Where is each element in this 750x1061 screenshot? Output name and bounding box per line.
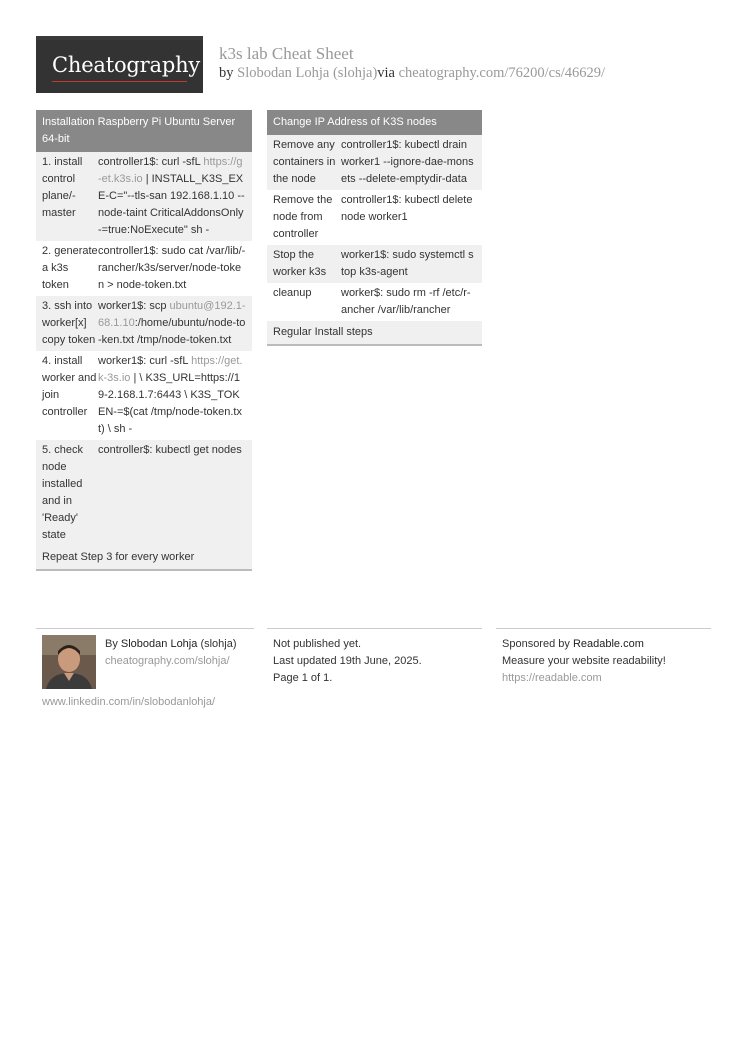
footer-divider-3 (496, 628, 711, 629)
installation-command (98, 154, 246, 239)
footer-by: By (105, 638, 118, 650)
change-ip-footer-text: Regular Install steps (273, 326, 373, 338)
command-text: controller$: kubectl get nodes (98, 444, 242, 456)
installation-rows (36, 152, 252, 546)
footer-not-published: Not published yet. (273, 638, 362, 650)
byline-via: via (377, 65, 395, 81)
change-ip-row (267, 190, 482, 245)
footer-author-name[interactable]: Slobodan Lohja (120, 638, 198, 650)
cheatography-logo[interactable] (36, 36, 203, 93)
change-ip-command: controller1$: kubectl delete node worker1 (341, 194, 473, 223)
footer-page-number: Page 1 of 1. (273, 672, 333, 684)
footer-sponsor-url[interactable]: https://readable.com (502, 672, 602, 684)
command-link[interactable]: https://g-et.k3s.io (98, 156, 243, 185)
installation-command (98, 353, 246, 438)
installation-footer-text: Repeat Step 3 for every worker (42, 551, 195, 563)
change-ip-row (267, 135, 482, 190)
logo-text: Cheatography (52, 53, 201, 77)
change-ip-step-label: Stop the worker k3s (273, 249, 327, 278)
installation-step-label: 3. ssh into worker[x] copy token (42, 300, 96, 346)
change-ip-command: controller1$: kubectl drain worker1 --ignore-dae-monsets --delete-emptydir-data (341, 139, 474, 185)
installation-row (36, 152, 252, 241)
command-text: :/home/ubuntu/node-to-ken.txt /tmp/node-token.txt (98, 317, 246, 346)
installation-panel (36, 110, 252, 571)
footer-sponsor-tagline: Measure your website readability! (502, 655, 666, 667)
footer-author-handle: (slohja) (200, 638, 237, 650)
change-ip-step-label: Remove any containers in the node (273, 139, 336, 185)
author-link[interactable]: Slobodan Lohja (slohja) (237, 65, 378, 81)
command-text: controller1$: curl -sfL (98, 156, 204, 168)
change-ip-row (267, 245, 482, 283)
command-text: controller1$: sudo cat /var/lib/-rancher/k3s/server/node-token > node-token.txt (98, 245, 246, 291)
footer-author-url[interactable]: cheatography.com/slohja/ (105, 655, 230, 667)
change-ip-step-label: Remove the node from controller (273, 194, 333, 240)
installation-step-label: 2. generate a k3s token (42, 245, 98, 291)
change-ip-panel (267, 110, 482, 346)
change-ip-command: worker$: sudo rm -rf /etc/r-ancher /var/lib/rancher (341, 287, 471, 316)
installation-row (36, 296, 252, 351)
byline (219, 65, 605, 82)
installation-panel-footer (36, 546, 252, 569)
byline-by: by (219, 65, 234, 81)
change-ip-command: worker1$: sudo systemctl stop k3s-agent (341, 249, 474, 278)
command-link[interactable]: ubuntu@192.1-68.1.10 (98, 300, 246, 329)
footer-divider-2 (267, 628, 482, 629)
installation-step-label: 4. install worker and join controller (42, 355, 97, 418)
installation-panel-title: Installation Raspberry Pi Ubuntu Server 64-bit (36, 110, 252, 152)
change-ip-row (267, 283, 482, 321)
command-link[interactable]: https://get.k-3s.io (98, 355, 243, 384)
installation-command (98, 442, 246, 544)
command-text: | INSTALL_K3S_EXE-C="--tls-san 192.168.1.10 --node-taint CriticalAddonsOnly-=true:NoExecute" sh - (98, 173, 245, 236)
logo-underline (52, 81, 187, 82)
change-ip-step-label: cleanup (273, 287, 312, 299)
installation-row (36, 351, 252, 440)
installation-step-label: 1. install control plane/-master (42, 156, 83, 219)
footer-last-updated: Last updated 19th June, 2025. (273, 655, 422, 667)
footer-linkedin-link[interactable]: www.linkedin.com/in/slobodanlohja/ (42, 696, 216, 708)
footer-author (105, 636, 237, 653)
footer-sponsor-name[interactable]: Readable.com (572, 638, 644, 650)
change-ip-panel-title: Change IP Address of K3S nodes (267, 110, 482, 135)
installation-command (98, 243, 246, 294)
footer-sponsor (502, 636, 644, 653)
footer-divider-1 (36, 628, 254, 629)
sheet-url-link[interactable]: cheatography.com/76200/cs/46629/ (398, 65, 606, 81)
installation-step-label: 5. check node installed and in 'Ready' state (42, 444, 83, 541)
installation-row (36, 440, 252, 546)
installation-command (98, 298, 246, 349)
change-ip-panel-footer (267, 321, 482, 344)
author-photo (42, 635, 96, 689)
command-text: worker1$: curl -sfL (98, 355, 192, 367)
command-text: worker1$: scp (98, 300, 170, 312)
page-title: k3s lab Cheat Sheet (219, 44, 354, 63)
footer-sponsored-by: Sponsored by (502, 638, 570, 650)
installation-row (36, 241, 252, 296)
change-ip-rows (267, 135, 482, 321)
command-text: | \ K3S_URL=https://19-2.168.1.7:6443 \ K3S_TOKEN-=$(cat /tmp/node-token.txt) \ sh - (98, 372, 242, 435)
author-avatar[interactable] (42, 635, 96, 689)
